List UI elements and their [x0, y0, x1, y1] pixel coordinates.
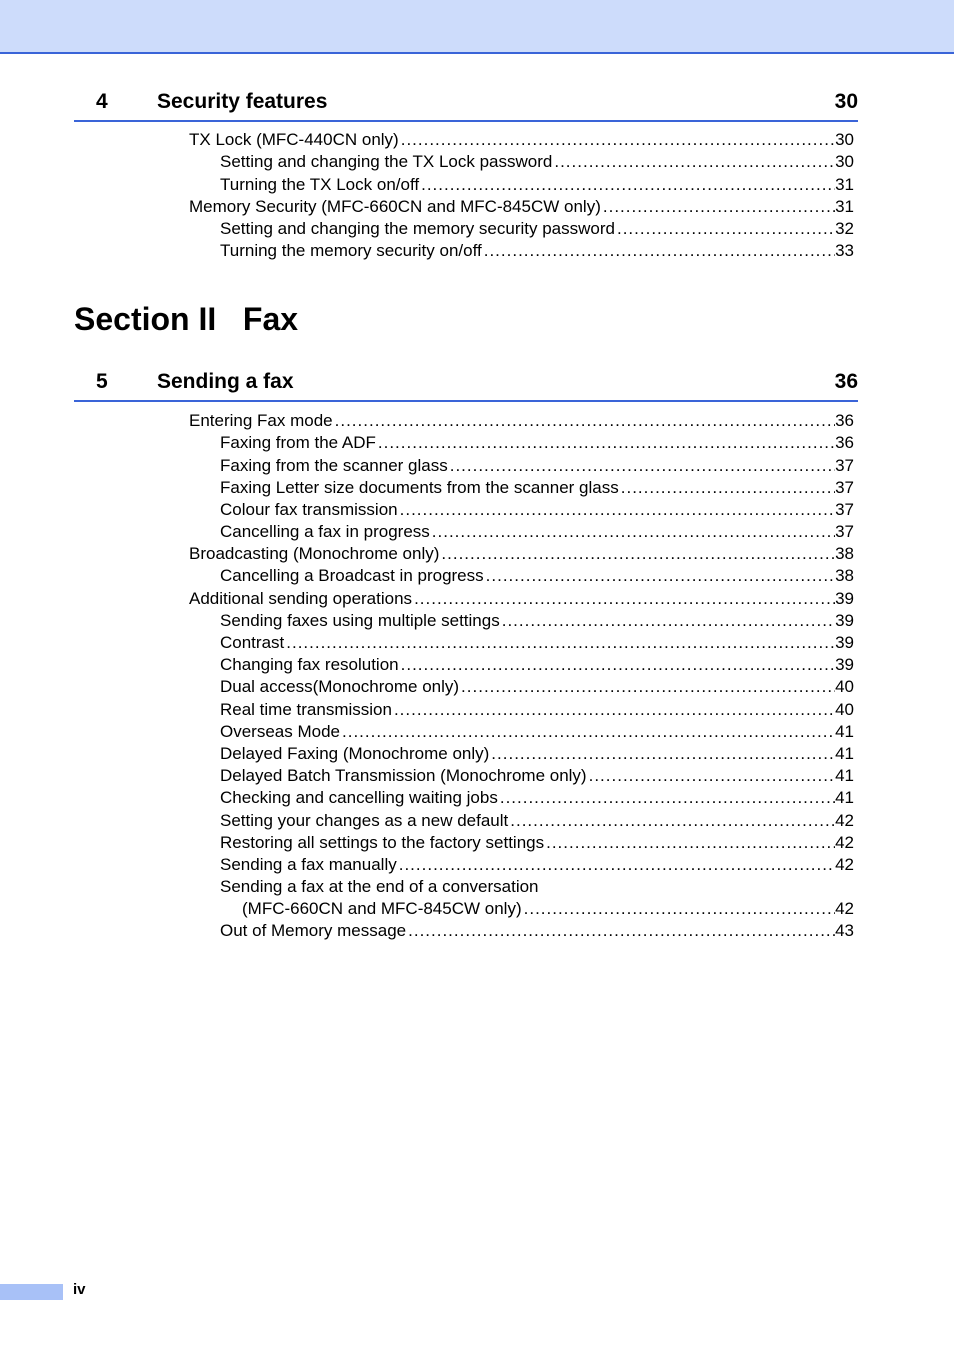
toc-entry-label: Checking and cancelling waiting jobs — [220, 788, 498, 807]
toc-entry[interactable] — [189, 543, 854, 565]
toc-entry-page: 42 — [835, 855, 854, 874]
toc-entry[interactable] — [220, 787, 854, 809]
toc-entry[interactable] — [220, 240, 854, 262]
dot-leader — [546, 832, 835, 854]
toc-entry-label: Faxing from the scanner glass — [220, 456, 448, 475]
toc-entry-page: 38 — [835, 544, 854, 563]
toc-entry-label: Turning the memory security on/off — [220, 241, 482, 260]
toc-entry-label: Sending a fax at the end of a conversation — [220, 877, 539, 896]
toc-entry-page: 33 — [835, 241, 854, 260]
dot-leader — [286, 632, 835, 654]
toc-entry[interactable] — [220, 810, 854, 832]
toc-entry[interactable] — [220, 854, 854, 876]
toc-entry-page: 39 — [835, 633, 854, 652]
dot-leader — [491, 743, 835, 765]
chapter-title: Security features — [157, 90, 328, 113]
chapter-number: 5 — [96, 370, 108, 393]
toc-entry[interactable] — [220, 876, 854, 898]
dot-leader — [400, 499, 835, 521]
toc-entry-label: Out of Memory message — [220, 921, 407, 940]
toc-entry[interactable] — [242, 898, 854, 920]
toc-entry-page: 36 — [835, 433, 854, 452]
chapter-page: 30 — [834, 90, 858, 113]
toc-entry-label: Broadcasting (Monochrome only) — [189, 544, 440, 563]
toc-entry-page: 41 — [835, 722, 854, 741]
dot-leader — [441, 543, 835, 565]
toc-entry-label: Real time transmission — [220, 700, 392, 719]
section-title: Section II Fax — [74, 301, 299, 337]
toc-entry[interactable] — [220, 565, 854, 587]
toc-entry[interactable] — [189, 410, 854, 432]
toc-entry-page: 30 — [835, 152, 854, 171]
toc-entry-label: Faxing from the ADF — [220, 433, 376, 452]
dot-leader — [399, 854, 835, 876]
toc-entry[interactable] — [220, 654, 854, 676]
toc-entry-page: 38 — [835, 566, 854, 585]
toc-entry[interactable] — [220, 174, 854, 196]
dot-leader — [461, 676, 835, 698]
toc-entry-label: Changing fax resolution — [220, 655, 399, 674]
toc-entry[interactable] — [220, 477, 854, 499]
toc-entry-label: Overseas Mode — [220, 722, 340, 741]
toc-entry-page: 39 — [835, 611, 854, 630]
chapter-title: Sending a fax — [157, 370, 294, 393]
toc-entry-label: Delayed Faxing (Monochrome only) — [220, 744, 490, 763]
toc-entry[interactable] — [220, 721, 854, 743]
dot-leader — [401, 654, 835, 676]
toc-entry[interactable] — [220, 743, 854, 765]
toc-entry[interactable] — [220, 832, 854, 854]
footer-tab — [0, 1284, 63, 1300]
toc-entry-page: 42 — [835, 811, 854, 830]
toc-entry-page: 40 — [835, 677, 854, 696]
dot-leader — [617, 218, 835, 240]
chapter-heading[interactable] — [74, 370, 858, 402]
toc-entry[interactable] — [220, 920, 854, 942]
dot-leader — [510, 810, 835, 832]
toc-entry-page: 31 — [835, 197, 854, 216]
toc-entry-label: Turning the TX Lock on/off — [220, 175, 420, 194]
dot-leader — [524, 898, 835, 920]
dot-leader — [450, 455, 835, 477]
toc-entry-label: Setting and changing the TX Lock password — [220, 152, 553, 171]
toc-entry[interactable] — [220, 610, 854, 632]
dot-leader — [603, 196, 835, 218]
toc-entry-page: 40 — [835, 700, 854, 719]
toc-entry[interactable] — [220, 432, 854, 454]
toc-entry[interactable] — [220, 765, 854, 787]
dot-leader — [394, 699, 835, 721]
dot-leader — [589, 765, 835, 787]
toc-entry[interactable] — [220, 632, 854, 654]
toc-entry-page: 41 — [835, 788, 854, 807]
toc-entry-label: Delayed Batch Transmission (Monochrome only) — [220, 766, 587, 785]
toc-entry-label: Faxing Letter size documents from the scanner glass — [220, 478, 619, 497]
toc-entry-label: Memory Security (MFC-660CN and MFC-845CW only) — [189, 197, 601, 216]
chapter-heading[interactable] — [74, 90, 858, 122]
toc-entry[interactable] — [189, 588, 854, 610]
toc-entry-label: (MFC-660CN and MFC-845CW only) — [242, 899, 522, 918]
toc-entry-label: Entering Fax mode — [189, 411, 333, 430]
toc-entry-label: Sending a fax manually — [220, 855, 397, 874]
toc-entry[interactable] — [220, 499, 854, 521]
toc-entry-page: 43 — [835, 921, 854, 940]
toc-entry-page: 36 — [835, 411, 854, 430]
chapter-page: 36 — [834, 370, 858, 393]
chapter-number: 4 — [96, 90, 108, 113]
dot-leader — [500, 787, 835, 809]
toc-entry-page: 39 — [835, 589, 854, 608]
toc-entry-label: Cancelling a Broadcast in progress — [220, 566, 484, 585]
toc-entry-page: 37 — [835, 522, 854, 541]
toc-entry-label: Dual access(Monochrome only) — [220, 677, 460, 696]
toc-entry-page: 37 — [835, 500, 854, 519]
toc-entry-label: Sending faxes using multiple settings — [220, 611, 500, 630]
toc-entry-page: 39 — [835, 655, 854, 674]
toc-entry[interactable] — [189, 129, 854, 151]
dot-leader — [432, 521, 835, 543]
toc-entry-label: Cancelling a fax in progress — [220, 522, 430, 541]
toc-entry[interactable] — [220, 151, 854, 173]
toc-entry-label: Additional sending operations — [189, 589, 413, 608]
toc-entry-label: Colour fax transmission — [220, 500, 398, 519]
dot-leader — [342, 721, 835, 743]
dot-leader — [335, 410, 835, 432]
toc-entry-label: Contrast — [220, 633, 285, 652]
toc-entry-page: 37 — [835, 478, 854, 497]
toc-entry-label: TX Lock (MFC-440CN only) — [189, 130, 399, 149]
toc-entry-label: Setting your changes as a new default — [220, 811, 509, 830]
dot-leader — [484, 240, 835, 262]
toc-entry-label: Setting and changing the memory security password — [220, 219, 615, 238]
toc-entry[interactable] — [220, 521, 854, 543]
toc-entry-label: Restoring all settings to the factory settings — [220, 833, 545, 852]
dot-leader — [486, 565, 835, 587]
toc-entry-page: 37 — [835, 456, 854, 475]
dot-leader — [502, 610, 835, 632]
dot-leader — [408, 920, 835, 942]
dot-leader — [378, 432, 835, 454]
toc-entry[interactable] — [220, 455, 854, 477]
toc-entry-page: 32 — [835, 219, 854, 238]
dot-leader — [554, 151, 835, 173]
toc-entry[interactable] — [220, 676, 854, 698]
toc-entry-page: 31 — [835, 175, 854, 194]
toc-entry[interactable] — [189, 196, 854, 218]
toc-entry[interactable] — [220, 699, 854, 721]
dot-leader — [414, 588, 835, 610]
dot-leader — [621, 477, 835, 499]
toc-entry-page: 41 — [835, 766, 854, 785]
header-band — [0, 0, 954, 54]
toc-entry[interactable] — [220, 218, 854, 240]
toc-entry-page: 30 — [835, 130, 854, 149]
dot-leader — [421, 174, 835, 196]
toc-entry-page: 42 — [835, 899, 854, 918]
dot-leader — [401, 129, 835, 151]
toc-entry-page: 41 — [835, 744, 854, 763]
footer-page-number: iv — [73, 1281, 86, 1298]
toc-entry-page: 42 — [835, 833, 854, 852]
